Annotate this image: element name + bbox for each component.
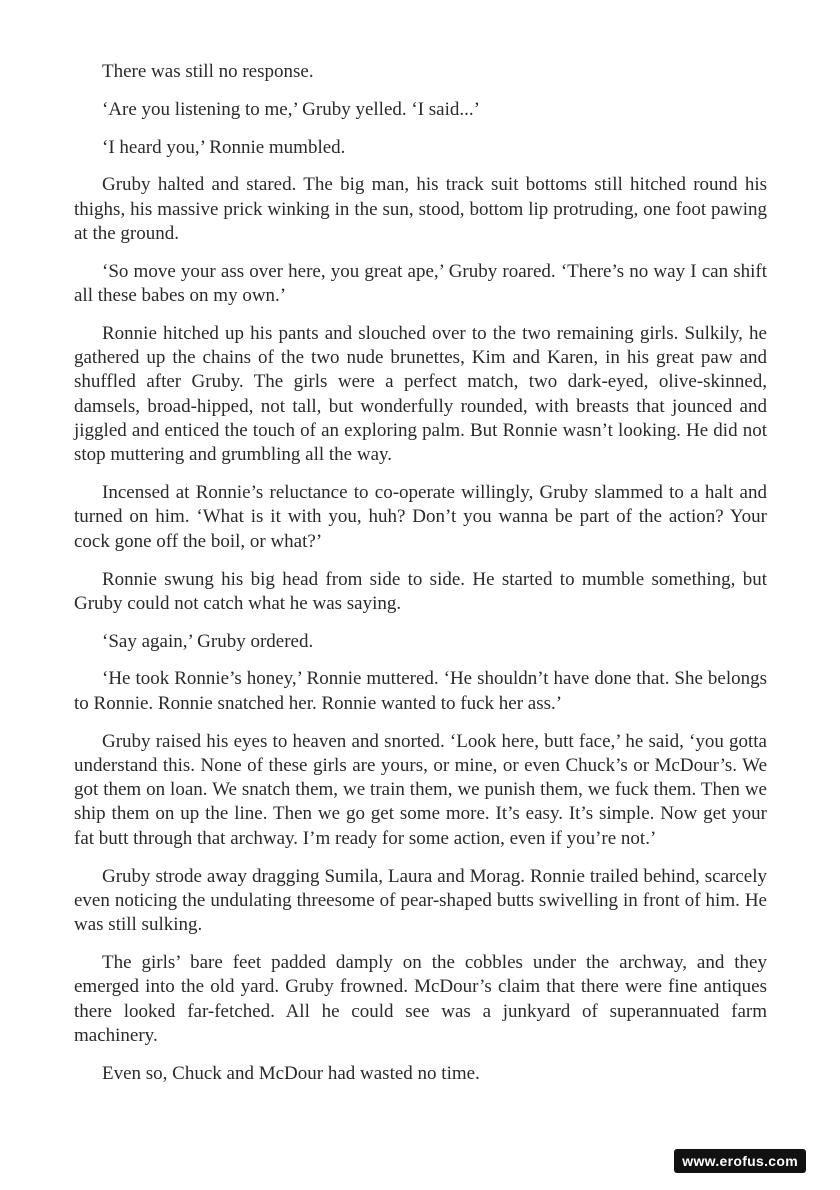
paragraph: ‘He took Ronnie’s honey,’ Ronnie muttered. ‘He shouldn’t have done that. She belongs to Ronnie. Ronnie snatched her. Ronnie wanted to fuck her ass.’: [74, 668, 767, 714]
paragraph: Incensed at Ronnie’s reluctance to co-operate willingly, Gruby slammed to a halt and turned on him. ‘What is it with you, huh? Don’t you wanna be part of the action? Your cock gone off the boil, or what?’: [74, 482, 767, 552]
paragraph: ‘Are you listening to me,’ Gruby yelled. ‘I said...’: [102, 98, 480, 120]
paragraph: There was still no response.: [102, 61, 314, 82]
paragraph: ‘Say again,’ Gruby ordered.: [102, 630, 314, 652]
watermark-label: www.erofus.com: [674, 1149, 806, 1173]
paragraph: Ronnie hitched up his pants and slouched over to the two remaining girls. Sulkily, he gathered up the chains of the two nude brunettes, Kim and Karen, in his great paw and shuffled after Gruby. The girls were a perfect match, two dark-eyed, olive-skinned, damsels, broad-hipped, not tall, but wonderfully rounded, with breasts that jounced and jiggled and enticed the touch of an exploring palm. But Ronnie wasn’t looking. He did not stop muttering and grumbling all the way.: [74, 322, 767, 466]
paragraph: ‘So move your ass over here, you great ape,’ Gruby roared. ‘There’s no way I can shift all these babes on my own.’: [74, 260, 767, 307]
paragraph: Gruby raised his eyes to heaven and snorted. ‘Look here, butt face,’ he said, ‘you gotta understand this. None of these girls are yours, or mine, or even Chuck’s or McDour’s. We got them on loan. We snatch them, we train them, we punish them, we fuck them. Then we ship them on up the line. Then we go get some more. It’s easy. It’s simple. Now get your fat butt through that archway. I’m ready for some action, even if you’re not.’: [74, 730, 767, 849]
paragraph: Ronnie swung his big head from side to side. He started to mumble something, but Gruby could not catch what he was saying.: [74, 568, 767, 614]
paragraph: The girls’ bare feet padded damply on the cobbles under the archway, and they emerged into the old yard. Gruby frowned. McDour’s claim that there were fine antiques there looked far-fetched. All he could see was a junkyard of superannuated farm machinery.: [74, 951, 767, 1046]
paragraph: ‘I heard you,’ Ronnie mumbled.: [102, 136, 346, 158]
paragraph: Even so, Chuck and McDour had wasted no time.: [102, 1062, 480, 1084]
body-text: [74, 60, 767, 1099]
paragraph: Gruby halted and stared. The big man, his track suit bottoms still hitched round his thighs, his massive prick winking in the sun, stood, bottom lip protruding, one foot pawing at the ground.: [74, 174, 767, 244]
paragraph: Gruby strode away dragging Sumila, Laura and Morag. Ronnie trailed behind, scarcely even noticing the undulating threesome of pear-shaped butts swivelling in front of him. He was still sulking.: [74, 865, 767, 936]
